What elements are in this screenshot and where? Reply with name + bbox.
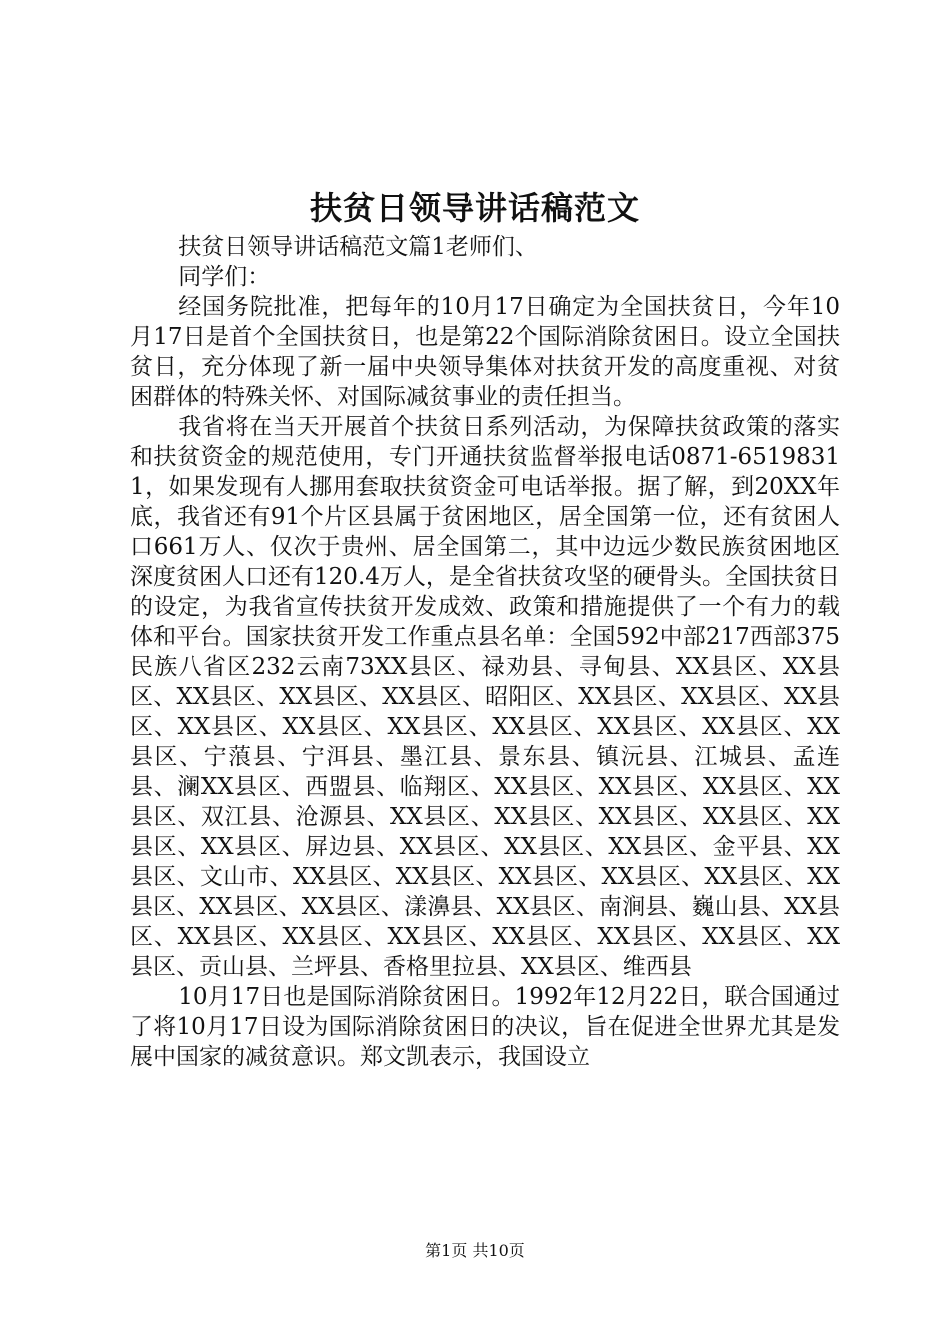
- body-paragraph: 10月17日也是国际消除贫困日。1992年12月22日，联合国通过了将10月17日设为国际消除贫困日的决议，旨在促进全世界尤其是发展中国家的减贫意识。郑文凯表示，我国设立: [130, 984, 840, 1070]
- document-body: [130, 232, 840, 1072]
- page-number-footer: 第1页 共10页: [425, 1241, 525, 1260]
- intro-line: 扶贫日领导讲话稿范文篇1老师们、: [178, 234, 538, 260]
- body-paragraph: 我省将在当天开展首个扶贫日系列活动，为保障扶贫政策的落实和扶贫资金的规范使用，专门开通扶贫监督举报电话0871-65198311，如果发现有人挪用套取扶贫资金可电话举报。据了解，到20XX年底，我省还有91个片区县属于贫困地区，居全国第一位，还有贫困人口661万人、仅次于贵州、居全国第二，其中边远少数民族贫困地区深度贫困人口还有120.4万人，是全省扶贫攻坚的硬骨头。全国扶贫日的设定，为我省宣传扶贫开发成效、政策和措施提供了一个有力的载体和平台。国家扶贫开发工作重点县名单：全国592中部217西部375民族八省区232云南73XX县区、禄劝县、寻甸县、XX县区、XX县区、XX县区、XX县区、XX县区、昭阳区、XX县区、XX县区、XX县区、XX县区、XX县区、XX县区、XX县区、XX县区、XX县区、XX县区、宁蒗县、宁洱县、墨江县、景东县、镇沅县、江城县、孟连县、澜XX县区、西盟县、临翔区、XX县区、XX县区、XX县区、XX县区、双江县、沧源县、XX县区、XX县区、XX县区、XX县区、XX县区、XX县区、屏边县、XX县区、XX县区、XX县区、金平县、XX县区、文山市、XX县区、XX县区、XX县区、XX县区、XX县区、XX县区、XX县区、XX县区、漾濞县、XX县区、南涧县、巍山县、XX县区、XX县区、XX县区、XX县区、XX县区、XX县区、XX县区、XX县区、贡山县、兰坪县、香格里拉县、XX县区、维西县: [130, 414, 840, 980]
- body-paragraph: 经国务院批准，把每年的10月17日确定为全国扶贫日，今年10月17日是首个全国扶贫日，也是第22个国际消除贫困日。设立全国扶贫日，充分体现了新一届中央领导集体对扶贫开发的高度重视、对贫困群体的特殊关怀、对国际减贫事业的责任担当。: [130, 294, 840, 410]
- document-title: 扶贫日领导讲话稿范文: [309, 189, 640, 227]
- greeting-line: 同学们：: [178, 264, 271, 290]
